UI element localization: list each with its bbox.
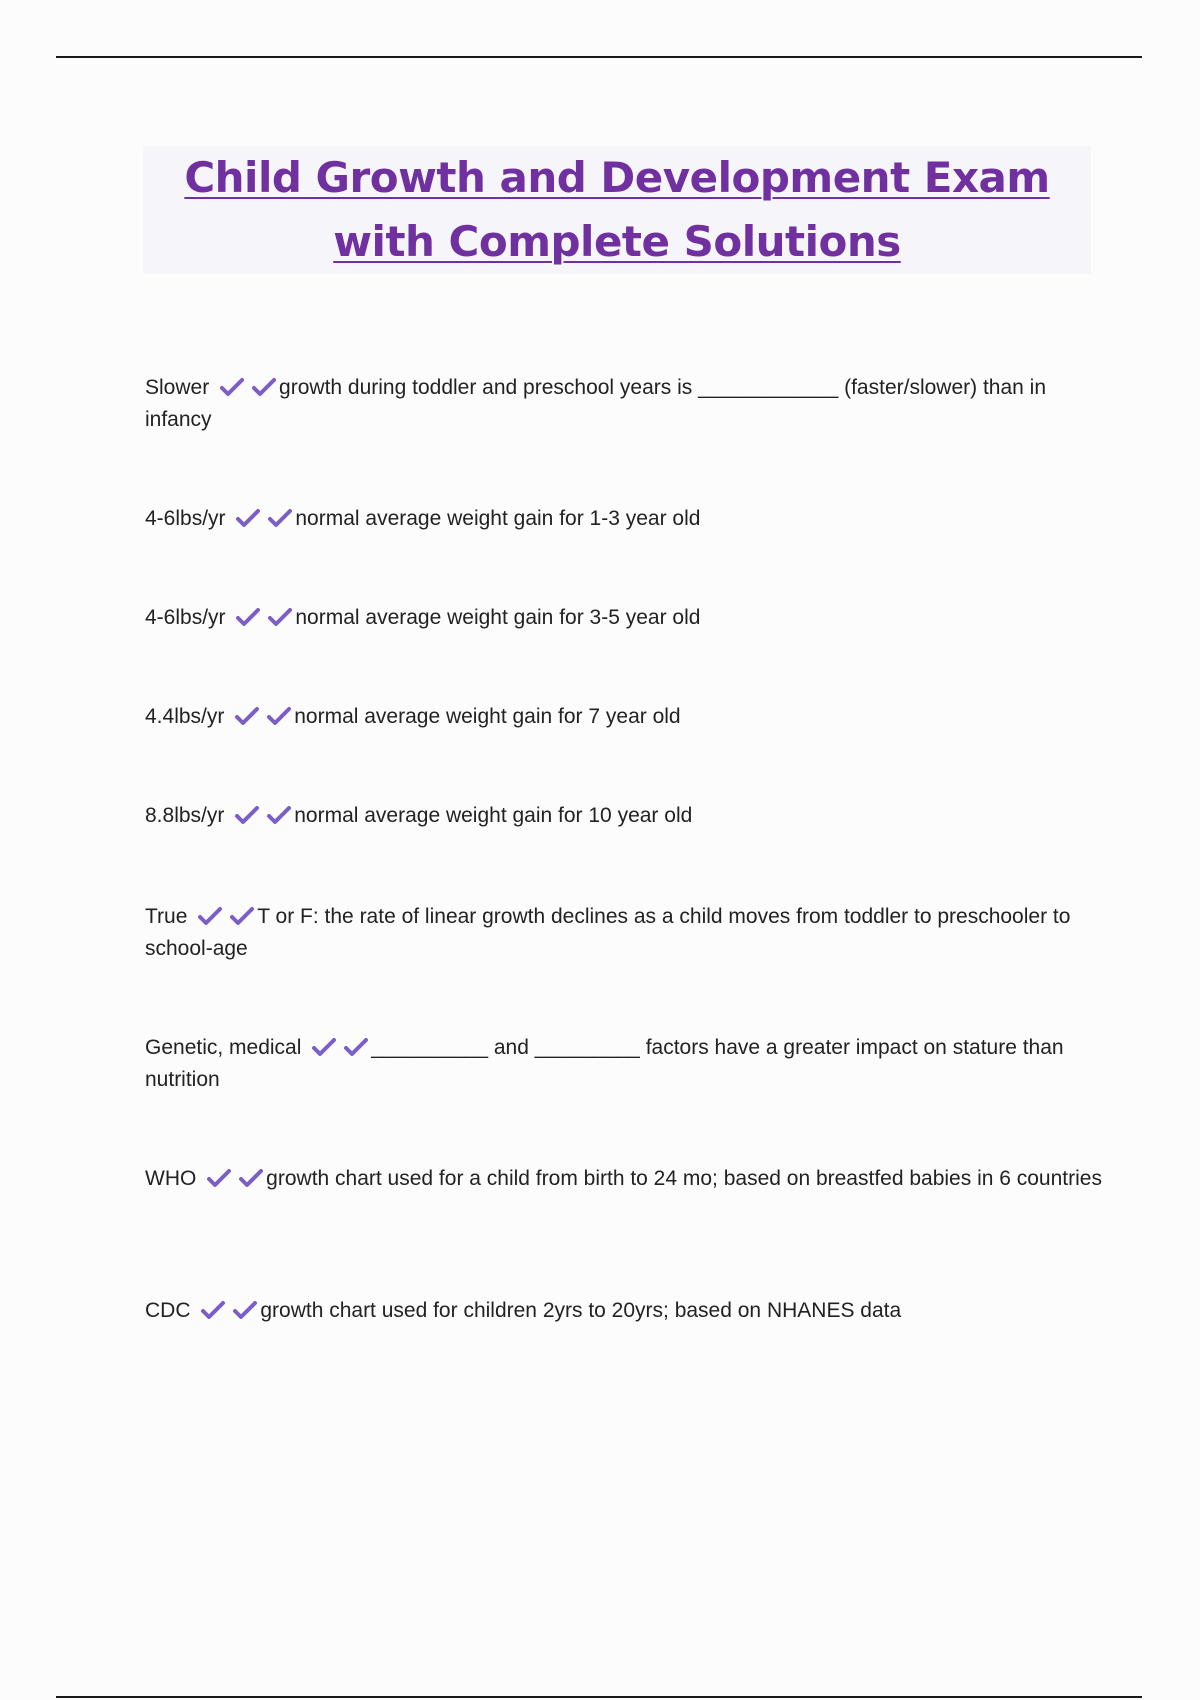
answer-text: WHO	[145, 1167, 197, 1190]
checkmark-icon	[267, 607, 295, 627]
document-title: Child Growth and Development Exam with Complete Solutions	[184, 153, 1050, 266]
checkmark-icon	[266, 706, 294, 726]
checkmark-icon	[267, 508, 295, 528]
checkmark-icon	[229, 906, 257, 926]
checkmark-icon	[219, 377, 247, 397]
question-text: growth chart used for a child from birth to 24 mo; based on breastfed babies in 6 countries	[266, 1167, 1102, 1190]
question-text: growth chart used for children 2yrs to 20yrs; based on NHANES data	[260, 1299, 902, 1322]
question-text: T or F: the rate of linear growth declines as a child moves from toddler to preschooler to school-age	[145, 905, 1071, 960]
question-text: growth during toddler and preschool years is ____________ (faster/slower) than in infancy	[145, 376, 1047, 431]
answer-text: Genetic, medical	[145, 1036, 302, 1059]
qa-item	[145, 1163, 1105, 1195]
title-banner	[143, 146, 1091, 274]
qa-item	[145, 701, 1105, 733]
qa-item	[145, 602, 1105, 634]
checkmark-icon	[234, 805, 262, 825]
answer-text: True	[145, 905, 188, 928]
checkmark-icon	[234, 706, 262, 726]
checkmark-icon	[238, 1168, 266, 1188]
qa-item	[145, 800, 1105, 832]
top-rule	[56, 56, 1142, 58]
bottom-rule	[56, 1696, 1142, 1698]
checkmark-icon	[197, 906, 225, 926]
answer-text: Slower	[145, 376, 210, 399]
answer-text: 4.4lbs/yr	[145, 705, 225, 728]
checkmark-icon	[232, 1300, 260, 1320]
checkmark-icon	[206, 1168, 234, 1188]
question-text: normal average weight gain for 3-5 year old	[295, 606, 701, 629]
checkmark-icon	[266, 805, 294, 825]
answer-text: 4-6lbs/yr	[145, 606, 226, 629]
checkmark-icon	[235, 607, 263, 627]
checkmark-icon	[235, 508, 263, 528]
qa-item	[145, 1295, 1105, 1327]
qa-item	[145, 1032, 1105, 1096]
answer-text: CDC	[145, 1299, 191, 1322]
qa-item	[145, 901, 1105, 965]
answer-text: 8.8lbs/yr	[145, 804, 225, 827]
qa-item	[145, 372, 1105, 436]
question-text: normal average weight gain for 10 year old	[294, 804, 693, 827]
qa-item	[145, 503, 1105, 535]
checkmark-icon	[343, 1037, 371, 1057]
checkmark-icon	[311, 1037, 339, 1057]
question-text: __________ and _________ factors have a greater impact on stature than nutrition	[145, 1036, 1064, 1091]
answer-text: 4-6lbs/yr	[145, 507, 226, 530]
checkmark-icon	[251, 377, 279, 397]
question-text: normal average weight gain for 1-3 year old	[295, 507, 701, 530]
question-text: normal average weight gain for 7 year old	[294, 705, 681, 728]
checkmark-icon	[200, 1300, 228, 1320]
